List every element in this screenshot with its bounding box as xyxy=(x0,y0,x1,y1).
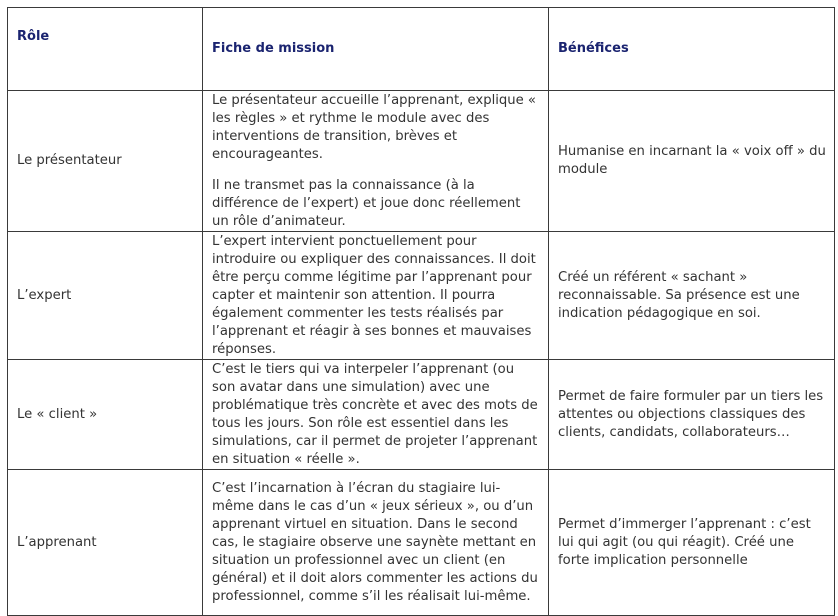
mission-paragraph: L’expert intervient ponctuellement pour introduire ou expliquer des connaissances. Il doit être perçu comme légitime par l’apprenant pour capter et maintenir son attention. Il pourra également commenter les tests réalisés par l’apprenant et réagir à ses bonnes et mauvaises réponses. xyxy=(212,233,536,357)
table-row xyxy=(8,470,835,616)
role-cell: L’expert xyxy=(8,232,203,360)
role-cell: Le présentateur xyxy=(8,91,203,232)
header-row xyxy=(8,8,835,91)
mission-cell xyxy=(203,232,549,360)
mission-paragraph: Le présentateur accueille l’apprenant, explique « les règles » et rythme le module avec des interventions de transition, brèves et encourageantes. xyxy=(212,92,537,162)
table-row xyxy=(8,360,835,470)
mission-cell xyxy=(203,470,549,616)
header-role: Rôle xyxy=(8,8,203,91)
benefit-cell: Humanise en incarnant la « voix off » du module xyxy=(549,91,835,232)
mission-cell xyxy=(203,360,549,470)
role-cell: L’apprenant xyxy=(8,470,203,616)
mission-paragraph: C’est le tiers qui va interpeler l’apprenant (ou son avatar dans une simulation) avec une problématique très concrète et avec des mots de tous les jours. Son rôle est essentiel dans les simulations, car il permet de projeter l’apprenant en situation « réelle ». xyxy=(212,361,538,467)
table-row xyxy=(8,232,835,360)
mission-cell xyxy=(203,91,549,232)
mission-paragraph: Il ne transmet pas la connaissance (à la différence de l’expert) et joue donc réellement un rôle d’animateur. xyxy=(212,177,521,229)
benefit-cell: Créé un référent « sachant » reconnaissable. Sa présence est une indication pédagogique en soi. xyxy=(549,232,835,360)
roles-table xyxy=(7,7,835,616)
header-mission: Fiche de mission xyxy=(203,8,549,91)
role-cell: Le « client » xyxy=(8,360,203,470)
table-row xyxy=(8,91,835,232)
benefit-cell: Permet d’immerger l’apprenant : c’est lui qui agit (ou qui réagit). Créé une forte implication personnelle xyxy=(549,470,835,616)
header-benefits: Bénéfices xyxy=(549,8,835,91)
benefit-cell: Permet de faire formuler par un tiers les attentes ou objections classiques des clients, candidats, collaborateurs… xyxy=(549,360,835,470)
mission-paragraph: C’est l’incarnation à l’écran du stagiaire lui-même dans le cas d’un « jeux sérieux », ou d’un apprenant virtuel en situation. Dans le second cas, le stagiaire observe une saynète mettant en situation un professionnel avec un client (en général) et il doit alors commenter les actions du professionnel, comme s’il les réalisait lui-même. xyxy=(212,480,538,604)
